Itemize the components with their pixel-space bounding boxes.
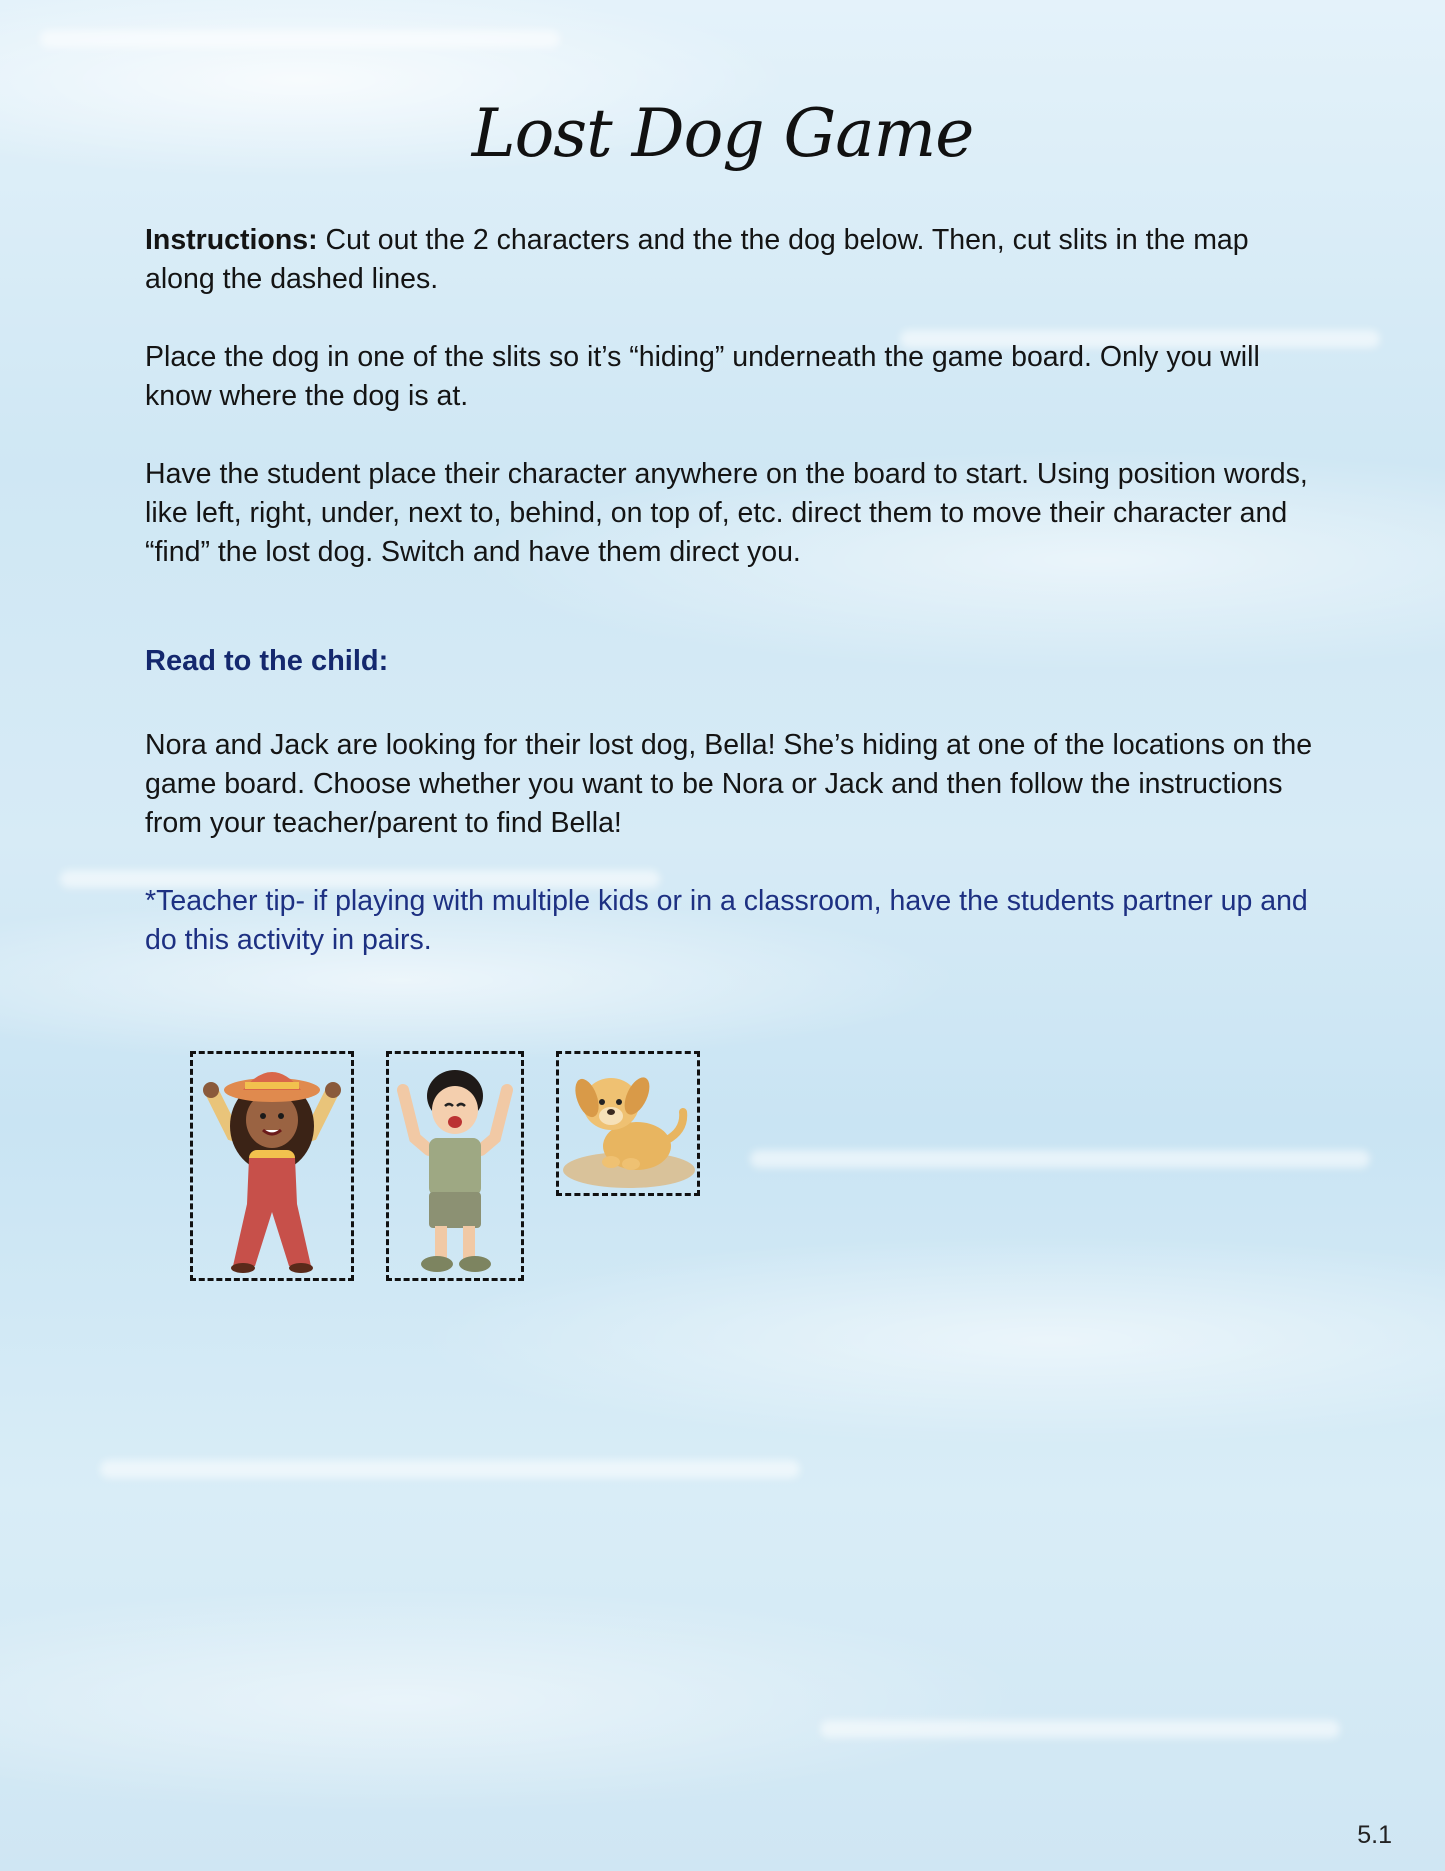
teacher-tip: *Teacher tip- if playing with multiple kids or in a classroom, have the students partner up and do this activity in pairs. [145, 885, 1308, 956]
page-number: 5.1 [1357, 1821, 1392, 1849]
placement-paragraph: Place the dog in one of the slits so it’s “hiding” underneath the game board. Only you will know where the dog is at. [145, 341, 1260, 412]
watercolor-streak [820, 1720, 1340, 1738]
girl-illustration [193, 1054, 351, 1278]
story-paragraph: Nora and Jack are looking for their lost dog, Bella! She’s hiding at one of the locations on the game board. Choose whether you want to be Nora or Jack and then follow the instructions from your teacher/parent to find Bella! [145, 729, 1313, 839]
cutout-dog-card [556, 1051, 700, 1196]
watercolor-streak [750, 1150, 1370, 1168]
instructions-text: Cut out the 2 characters and the the dog below. Then, cut slits in the map along the dashed lines. [145, 224, 1249, 295]
page-title: Lost Dog Game [471, 95, 974, 172]
watercolor-streak [40, 30, 560, 48]
read-to-child-heading: Read to the child: [145, 645, 389, 677]
boy-illustration [389, 1054, 521, 1278]
watercolor-streak [100, 1460, 800, 1478]
puppy-illustration [559, 1054, 697, 1193]
cutout-girl-card [190, 1051, 354, 1281]
instructions-paragraph [145, 221, 1315, 299]
cutout-boy-card [386, 1051, 524, 1281]
directions-paragraph: Have the student place their character anywhere on the board to start. Using position words, like left, right, under, next to, behind, on top of, etc. direct them to move their character and “find” the lost dog. Switch and have them direct you. [145, 458, 1308, 568]
instructions-label: Instructions: [145, 224, 318, 256]
